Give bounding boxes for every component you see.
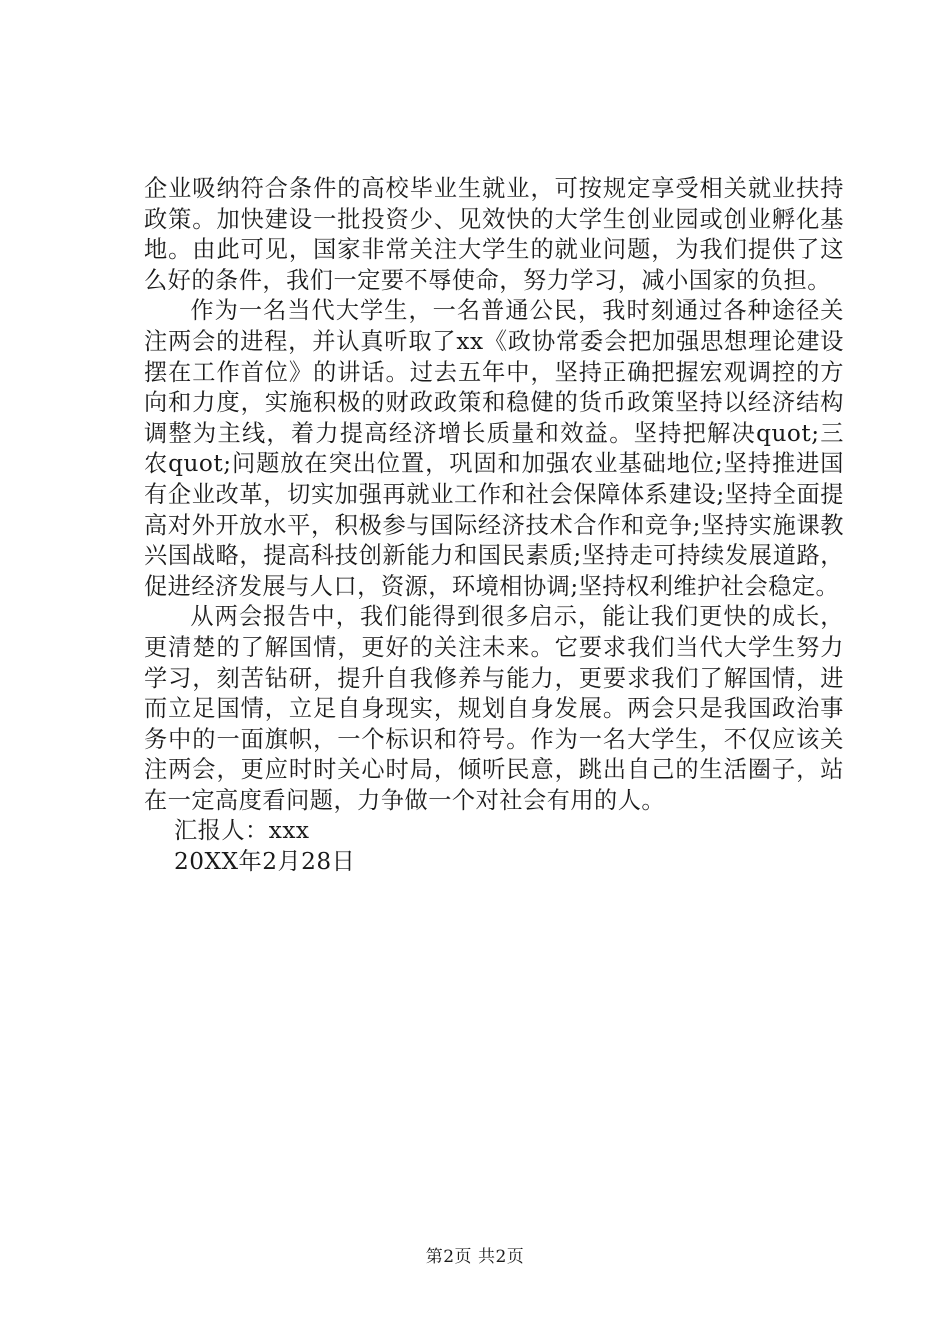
report-date: 20XX年2月28日 [174,848,356,876]
page-indicator: 第2页 共2页 [425,1247,525,1267]
paragraph-inspiration: 从两会报告中，我们能得到很多启示，能让我们更快的成长，更清楚的了解国情，更好的关注未来。它要求我们当代大学生努力学习，刻苦钻研，提升自我修养与能力，更要求我们了解国情，进而立足国情，立足自身现实，规划自身发展。两会只是我国政治事务中的一面旗帜，一个标识和符号。作为一名大学生，不仅应该关注两会，更应时时关心时局，倾听民意，跳出自己的生活圈子，站在一定高度看问题，力争做一个对社会有用的人。 [144,603,844,814]
paragraph-two-sessions: 作为一名当代大学生，一名普通公民，我时刻通过各种途径关注两会的进程，并认真听取了xx《政协常委会把加强思想理论建设摆在工作首位》的讲话。过去五年中，坚持正确把握宏观调控的方向和力度，实施积极的财政政策和稳健的货币政策坚持以经济结构调整为主线，着力提高经济增长质量和效益。坚持把解决quot;三农quot;问题放在突出位置，巩固和加强农业基础地位;坚持推进国有企业改革，切实加强再就业工作和社会保障体系建设;坚持全面提高对外开放水平，积极参与国际经济技术合作和竞争;坚持实施课教兴国战略，提高科技创新能力和国民素质;坚持走可持续发展道路，促进经济发展与人口，资源，环境相协调;坚持权利维护社会稳定。 [144,297,844,600]
paragraph-continued: 企业吸纳符合条件的高校毕业生就业，可按规定享受相关就业扶持政策。加快建设一批投资少、见效快的大学生创业园或创业孵化基地。由此可见，国家非常关注大学生的就业问题，为我们提供了这么好的条件，我们一定要不辱使命，努力学习，减小国家的负担。 [144,175,844,294]
reporter-signature: 汇报人：xxx [174,817,310,845]
document-body [144,174,844,878]
page-footer [0,1242,950,1267]
